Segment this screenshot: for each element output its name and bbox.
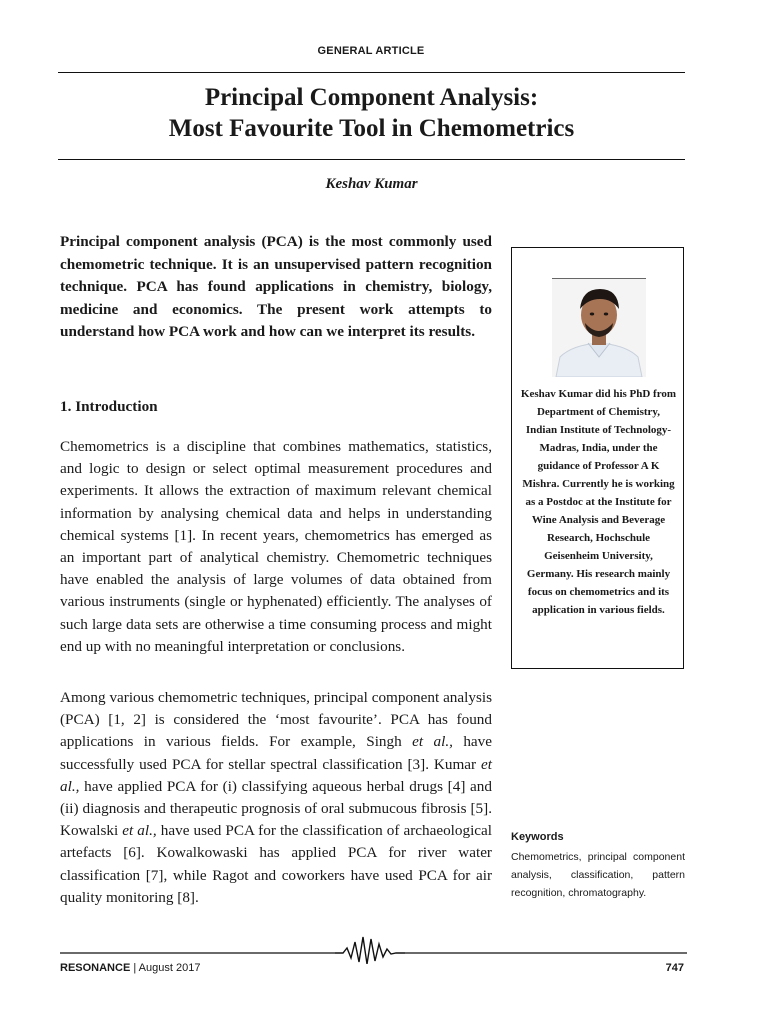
et-al-3: et al., [122, 822, 157, 840]
section-label: GENERAL ARTICLE [317, 45, 425, 57]
paragraph-2-text-2: have successfully used PCA for stellar spectral classification [3]. Kumar [60, 733, 493, 773]
paragraph-2-text-4: have used PCA for the classification of archaeological artefacts [6]. Kowalkowaski has applied PCA for river water classification [7], while Ragot and coworkers have used PCA for air quality monitoring [8]. [60, 822, 492, 906]
et-al-2: et al., [60, 755, 492, 795]
author-name: Keshav Kumar [325, 176, 418, 192]
paragraph-2-text-3: have applied PCA for (i) classifying aqueous herbal drugs [4] and (ii) diagnosis and therapeutic prognosis of oral submucous fibrosis [5]. Kowalski [60, 777, 492, 840]
section-heading-introduction: 1. Introduction [60, 398, 158, 415]
body-paragraph-2 [60, 687, 492, 909]
keywords-list: Chemometrics, principal component analysis, classification, pattern recognition, chromatography. [511, 851, 685, 899]
top-rule [58, 72, 685, 73]
title-line-2: Most Favourite Tool in Chemometrics [168, 115, 575, 142]
title-line-1: Principal Component Analysis: [204, 84, 539, 111]
abstract: Principal component analysis (PCA) is the most commonly used chemometric technique. It is an unsupervised pattern recognition technique. PCA has found applications in chemistry, biology, medicine and economics. The present work attempts to understand how PCA work and how can we interpret its results. [60, 233, 492, 341]
body-paragraph-1: Chemometrics is a discipline that combines mathematics, statistics, and logic to design or select optimal measurement procedures and experiments. It allows the extraction of maximum relevant chemical information by analysing chemical data and helps in understanding chemical systems [1]. In recent years, chemometrics has emerged as an important part of analytical chemistry. Chemometric techniques have enabled the analysis of large volumes of data obtained from various instruments (single or hyphenated) efficiently. The analyses of such large data sets are otherwise a time consuming process and might end up with no meaningful interpretation or conclusions. [60, 438, 492, 655]
footer-separator: | [133, 962, 137, 974]
author-portrait-icon [552, 279, 646, 377]
journal-name: RESONANCE [60, 962, 131, 974]
author-photo [552, 278, 646, 377]
keywords-heading: Keywords [511, 831, 564, 843]
author-bio: Keshav Kumar did his PhD from Department of Chemistry, Indian Institute of Technology-Madras, India, under the guidance of Professor A K Mishra. Currently he is working as a Postdoc at the Institute for Wine Analysis and Beverage Research, Hochschule Geisenheim University, Germany. His research mainly focus on chemometrics and its application in various fields. [520, 388, 677, 616]
et-al-1: et al., [412, 733, 453, 751]
issue-date: August 2017 [138, 962, 201, 974]
title-rule [58, 159, 685, 160]
author-box [511, 247, 684, 669]
footer-journal [60, 962, 200, 974]
paragraph-2-text-1: Among various chemometric techniques, principal component analysis (PCA) [1, 2] is considered the ‘most favourite’. PCA has found applications in various fields. For example, Singh [60, 689, 492, 751]
article-title [58, 82, 685, 144]
footer-waveform-icon [60, 934, 687, 964]
page-number: 747 [665, 962, 684, 974]
